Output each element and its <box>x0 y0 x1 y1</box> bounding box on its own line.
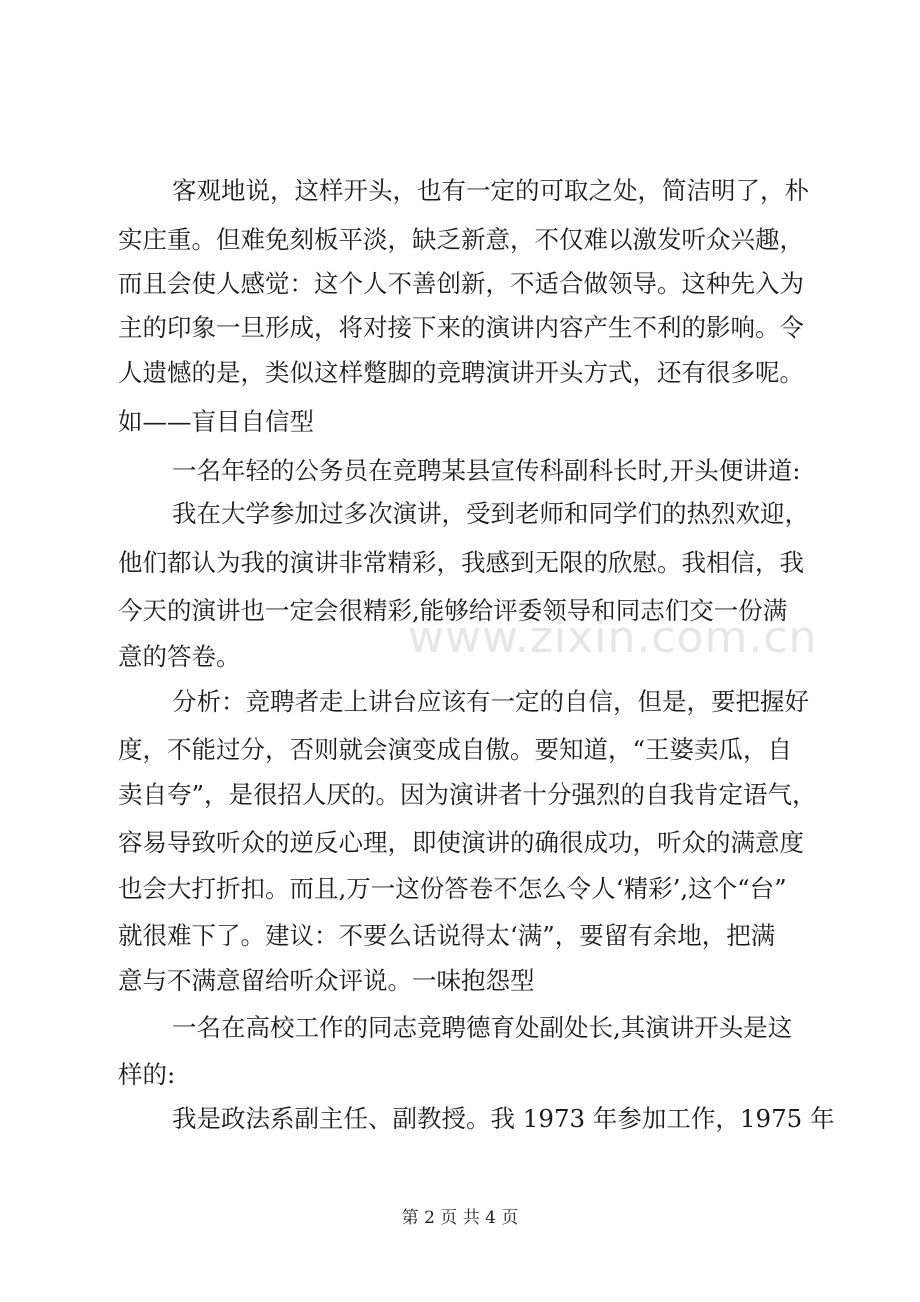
text-line: 度，不能过分，否则就会演变成自傲。要知道，“王婆卖瓜，自 <box>118 735 793 764</box>
text-line: 他们都认为我的演讲非常精彩，我感到无限的欣慰。我相信，我 <box>118 548 804 577</box>
text-line: 今天的演讲也一定会很精彩,能够给评委领导和同志们交一份满 <box>118 596 788 625</box>
text-line: 一名在高校工作的同志竞聘德育处副处长,其演讲开头是这 <box>172 1013 793 1042</box>
text-line: 如——盲目自信型 <box>118 407 314 436</box>
text-line: 容易导致听众的逆反心理，即使演讲的确很成功，听众的满意度 <box>118 828 804 857</box>
text-line: 我在大学参加过多次演讲，受到老师和同学们的热烈欢迎， <box>172 499 809 528</box>
text-line: 一名年轻的公务员在竞聘某县宣传科副科长时,开头便讲道: <box>172 456 801 485</box>
text-line: 意与不满意留给听众评说。一味抱怨型 <box>118 966 535 995</box>
text-line: 客观地说，这样开头，也有一定的可取之处，简洁明了，朴 <box>172 176 809 205</box>
text-line: 而且会使人感觉：这个人不善创新，不适合做领导。这种先入为 <box>118 269 804 298</box>
text-line: 分析：竞聘者走上讲台应该有一定的自信，但是，要把握好 <box>172 687 809 716</box>
text-line: 样的: <box>118 1060 176 1089</box>
text-line: 意的答卷。 <box>118 642 241 671</box>
text-line: 也会大打折扣。而且,万一这份答卷不怎么令人‘精彩’,这个“台” <box>118 874 787 903</box>
text-line: 实庄重。但难免刻板平淡，缺乏新意，不仅难以激发听众兴趣， <box>118 225 804 254</box>
watermark-text: www.zixin.com.cn <box>408 612 818 663</box>
text-line: 就很难下了。建议：不要么话说得太‘满”，要留有余地，把满 <box>118 921 776 950</box>
page-footer: 第 2 页 共 4 页 <box>401 1208 519 1228</box>
text-line: 我是政法系副主任、副教授。我 1973 年参加工作，1975 年 <box>172 1104 835 1133</box>
text-line: 人遗憾的是，类似这样蹩脚的竞聘演讲开头方式，还有很多呢。 <box>118 358 804 387</box>
text-line: 主的印象一旦形成，将对接下来的演讲内容产生不利的影响。令 <box>118 313 804 342</box>
text-line: 卖自夸”，是很招人厌的。因为演讲者十分强烈的自我肯定语气， <box>118 780 817 809</box>
